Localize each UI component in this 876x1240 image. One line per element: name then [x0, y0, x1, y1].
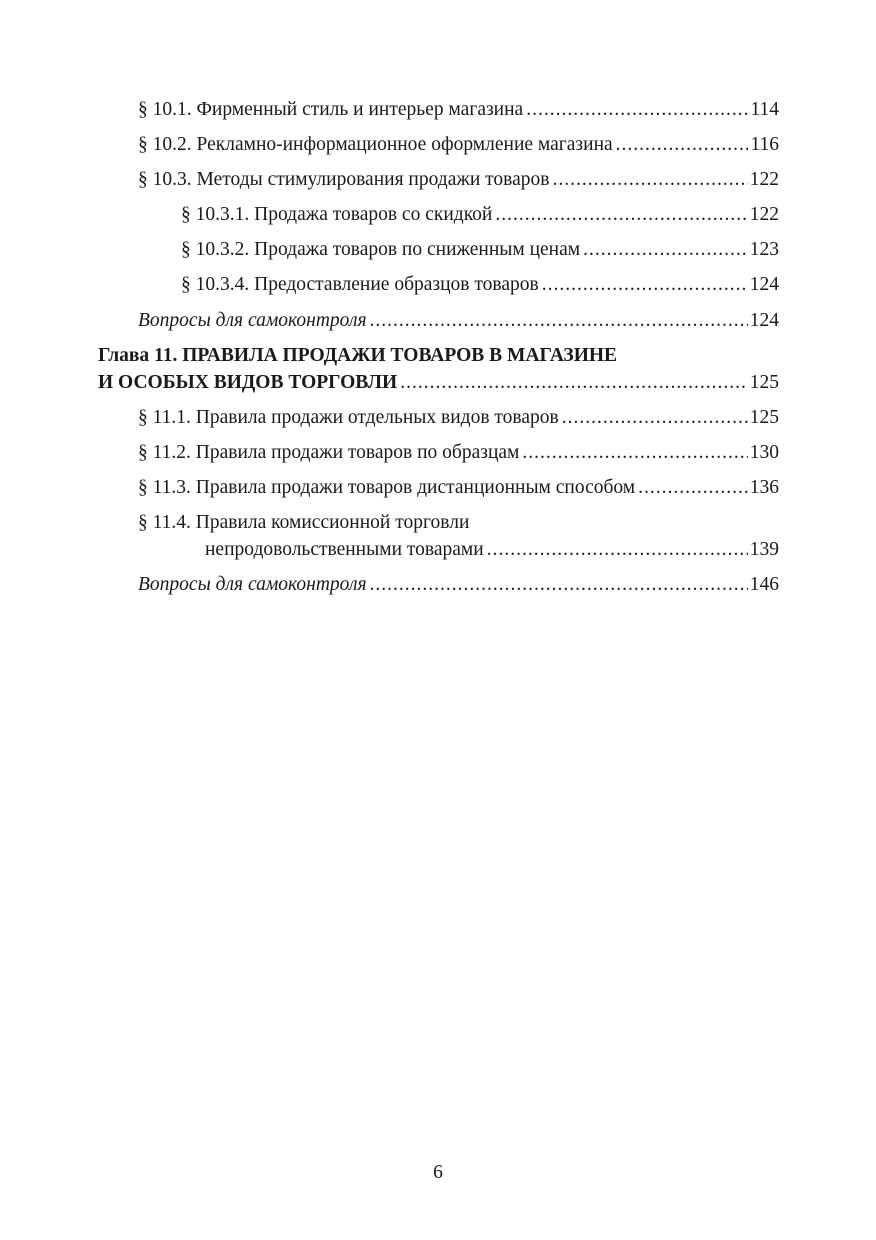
toc-entry-page: 139 [749, 539, 779, 560]
toc-entry-title: § 10.3.2. Продажа товаров по сниженным ценам [181, 239, 581, 260]
toc-entry-page: 125 [749, 407, 779, 428]
toc-entry-10-3-1[interactable] [0, 200, 876, 230]
toc-entry-title: § 10.3. Методы стимулирования продажи товаров [138, 169, 550, 190]
toc-entry-11-2[interactable] [0, 438, 876, 468]
toc-entry-title: Вопросы для самоконтроля [138, 310, 367, 331]
toc-entry-10-2[interactable] [0, 130, 876, 160]
leader-dots [583, 235, 748, 265]
toc-entry-page: 124 [749, 274, 779, 295]
leader-dots [638, 473, 748, 503]
toc-entry-title: § 10.3.4. Предоставление образцов товаров [181, 274, 539, 295]
leader-dots [526, 95, 748, 125]
toc-entry-title: § 11.2. Правила продажи товаров по образцам [138, 442, 520, 463]
toc-entry-page: 122 [749, 169, 779, 190]
toc-entry-11-4-line2[interactable] [0, 535, 876, 565]
toc-entry-title: § 10.2. Рекламно-информационное оформление магазина [138, 134, 613, 155]
toc-entry-page: 130 [749, 442, 779, 463]
leader-dots [616, 130, 749, 160]
toc-entry-11-3[interactable] [0, 473, 876, 503]
toc-entry-title: § 11.3. Правила продажи товаров дистанционным способом [138, 477, 636, 498]
toc-entry-title: § 10.1. Фирменный стиль и интерьер магазина [138, 99, 524, 120]
toc-entry-title: § 11.4. Правила комиссионной торговли [138, 512, 470, 533]
toc-entry-title: Вопросы для самоконтроля [138, 574, 367, 595]
leader-dots [542, 270, 748, 300]
leader-dots [495, 200, 747, 230]
toc-entry-page: 146 [749, 574, 779, 595]
leader-dots [370, 306, 748, 336]
toc-entry-page: 116 [750, 134, 779, 155]
toc-entry-10-3-4[interactable] [0, 270, 876, 300]
toc-entry-10-3[interactable] [0, 165, 876, 195]
toc-entry-page: 123 [749, 239, 779, 260]
toc-entry-page: 114 [750, 99, 779, 120]
toc-chapter-11-line2[interactable] [0, 368, 876, 398]
toc-entry-10-3-2[interactable] [0, 235, 876, 265]
toc-entry-page: 122 [749, 204, 779, 225]
leader-dots [522, 438, 747, 468]
leader-dots [487, 535, 748, 565]
toc-entry-questions-10[interactable] [0, 306, 876, 336]
toc-entry-questions-11[interactable] [0, 570, 876, 600]
toc-entry-page: 125 [749, 372, 779, 393]
toc-entry-11-4-line1[interactable] [0, 508, 876, 538]
toc-entry-title: § 10.3.1. Продажа товаров со скидкой [181, 204, 493, 225]
toc-entry-10-1[interactable] [0, 95, 876, 125]
toc-entry-title: § 11.1. Правила продажи отдельных видов товаров [138, 407, 559, 428]
toc-chapter-title: Глава 11. ПРАВИЛА ПРОДАЖИ ТОВАРОВ В МАГАЗИНЕ [98, 345, 618, 366]
toc-chapter-11-line1[interactable] [0, 341, 876, 371]
leader-dots [562, 403, 748, 433]
leader-dots [370, 570, 748, 600]
toc-chapter-title: И ОСОБЫХ ВИДОВ ТОРГОВЛИ [98, 372, 398, 393]
leader-dots [552, 165, 747, 195]
page-number: 6 [433, 1162, 443, 1183]
leader-dots [400, 368, 748, 398]
toc-entry-page: 136 [749, 477, 779, 498]
toc-entry-page: 124 [749, 310, 779, 331]
toc-entry-title: непродовольственными товарами [205, 539, 484, 560]
toc-entry-11-1[interactable] [0, 403, 876, 433]
